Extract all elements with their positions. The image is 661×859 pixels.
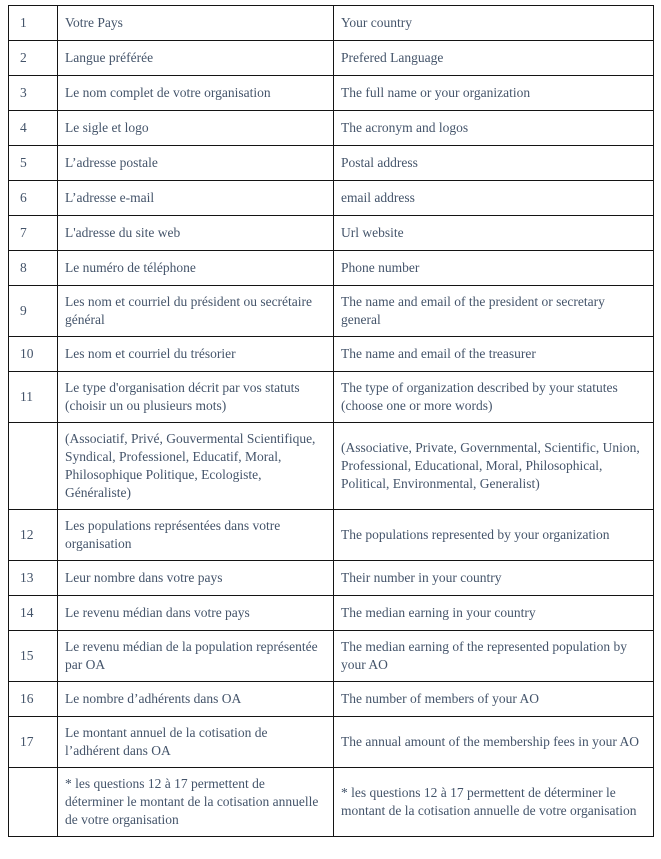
table-row — [9, 286, 654, 337]
table-row — [9, 181, 654, 216]
row-number-cell: 8 — [9, 251, 58, 286]
row-number-cell: 12 — [9, 510, 58, 561]
row-number-cell: 5 — [9, 146, 58, 181]
question-french-cell: L’adresse e-mail — [58, 181, 334, 216]
question-english-cell: The annual amount of the membership fees in your AO — [334, 717, 654, 768]
table-row — [9, 682, 654, 717]
question-english-cell: Url website — [334, 216, 654, 251]
question-english-cell: The populations represented by your organization — [334, 510, 654, 561]
question-english-cell: The name and email of the president or secretary general — [334, 286, 654, 337]
question-english-cell: Postal address — [334, 146, 654, 181]
question-english-cell: Phone number — [334, 251, 654, 286]
row-number-cell: 2 — [9, 41, 58, 76]
table-row — [9, 216, 654, 251]
row-number-cell: 1 — [9, 6, 58, 41]
question-english-cell: Their number in your country — [334, 561, 654, 596]
question-french-cell: Le nom complet de votre organisation — [58, 76, 334, 111]
question-french-cell: Les nom et courriel du président ou secrétaire général — [58, 286, 334, 337]
question-english-cell: (Associative, Private, Governmental, Scientific, Union, Professional, Educational, Moral, Philosophical, Political, Environmental, Generalist) — [334, 423, 654, 510]
table-row — [9, 76, 654, 111]
question-french-cell: L’adresse postale — [58, 146, 334, 181]
question-french-cell: Le type d'organisation décrit par vos statuts (choisir un ou plusieurs mots) — [58, 372, 334, 423]
question-french-cell: Le sigle et logo — [58, 111, 334, 146]
table-row — [9, 372, 654, 423]
row-number-cell: 13 — [9, 561, 58, 596]
row-number-cell: 4 — [9, 111, 58, 146]
question-french-cell: Langue préférée — [58, 41, 334, 76]
row-number-cell: 16 — [9, 682, 58, 717]
table-row — [9, 146, 654, 181]
table-body — [9, 6, 654, 837]
question-french-cell: Le nombre d’adhérents dans OA — [58, 682, 334, 717]
question-english-cell: email address — [334, 181, 654, 216]
question-english-cell: Your country — [334, 6, 654, 41]
question-french-cell: Le numéro de téléphone — [58, 251, 334, 286]
question-english-cell: The full name or your organization — [334, 76, 654, 111]
table-row — [9, 251, 654, 286]
question-french-cell: * les questions 12 à 17 permettent de déterminer le montant de la cotisation annuelle de votre organisation — [58, 768, 334, 837]
question-french-cell: Votre Pays — [58, 6, 334, 41]
table-row — [9, 596, 654, 631]
row-number-cell: 10 — [9, 337, 58, 372]
question-french-cell: Les nom et courriel du trésorier — [58, 337, 334, 372]
question-english-cell: * les questions 12 à 17 permettent de déterminer le montant de la cotisation annuelle de votre organisation — [334, 768, 654, 837]
bilingual-questions-table — [8, 5, 654, 837]
row-number-cell: 11 — [9, 372, 58, 423]
table-row — [9, 111, 654, 146]
question-french-cell: Les populations représentées dans votre organisation — [58, 510, 334, 561]
question-french-cell: (Associatif, Privé, Gouvermental Scientifique, Syndical, Professionel, Educatif, Moral, Philosophique Politique, Ecologiste, Généraliste) — [58, 423, 334, 510]
table-row — [9, 41, 654, 76]
row-number-cell: 6 — [9, 181, 58, 216]
question-english-cell: The number of members of your AO — [334, 682, 654, 717]
row-number-cell: 9 — [9, 286, 58, 337]
question-english-cell: The acronym and logos — [334, 111, 654, 146]
row-number-cell: 3 — [9, 76, 58, 111]
question-french-cell: Le montant annuel de la cotisation de l’adhérent dans OA — [58, 717, 334, 768]
row-number-cell: 14 — [9, 596, 58, 631]
row-number-cell — [9, 768, 58, 837]
table-row — [9, 717, 654, 768]
question-french-cell: Le revenu médian dans votre pays — [58, 596, 334, 631]
table-row — [9, 510, 654, 561]
table-row — [9, 6, 654, 41]
question-french-cell: L'adresse du site web — [58, 216, 334, 251]
question-english-cell: Prefered Language — [334, 41, 654, 76]
question-english-cell: The name and email of the treasurer — [334, 337, 654, 372]
table-row — [9, 768, 654, 837]
question-english-cell: The median earning in your country — [334, 596, 654, 631]
row-number-cell: 15 — [9, 631, 58, 682]
row-number-cell: 17 — [9, 717, 58, 768]
table-row — [9, 337, 654, 372]
question-english-cell: The median earning of the represented population by your AO — [334, 631, 654, 682]
question-french-cell: Leur nombre dans votre pays — [58, 561, 334, 596]
table-row — [9, 561, 654, 596]
row-number-cell: 7 — [9, 216, 58, 251]
question-english-cell: The type of organization described by your statutes (choose one or more words) — [334, 372, 654, 423]
table-row — [9, 631, 654, 682]
row-number-cell — [9, 423, 58, 510]
question-french-cell: Le revenu médian de la population représentée par OA — [58, 631, 334, 682]
table-row — [9, 423, 654, 510]
